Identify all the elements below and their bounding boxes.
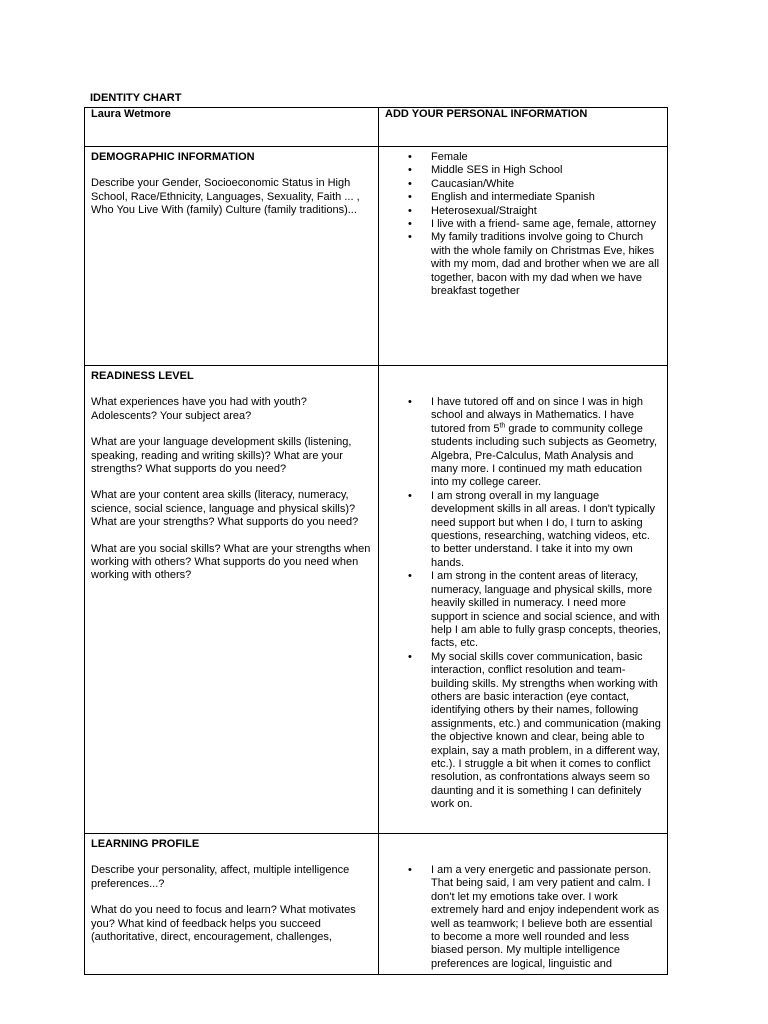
answer-text: My social skills cover communication, basic interaction, conflict resolution and team-building skills. My strengths when working with others are basic interaction (eye contact, identifying others by their names, following assignments, etc.) and communication (making the objective known and clear, being able to explain, say a math problem, in a different way, etc.). I struggle a bit when it comes to conflict resolution, as confrontations always seem so daunting and it is something I can definitely work on. — [431, 650, 661, 811]
learning-row — [85, 834, 668, 975]
document-title: IDENTITY CHART — [90, 92, 182, 104]
bullet-icon: • — [408, 164, 412, 177]
header-right-cell — [379, 108, 668, 147]
readiness-title: READINESS LEVEL — [91, 370, 194, 382]
demographic-answer-list — [379, 151, 661, 298]
list-item — [408, 489, 661, 570]
readiness-row — [85, 366, 668, 834]
answer-text: Middle SES in High School — [431, 164, 563, 177]
answer-text: Female — [431, 151, 468, 163]
readiness-answer-list — [379, 396, 661, 812]
demographic-question-cell — [85, 147, 379, 366]
learning-question-cell — [85, 834, 379, 975]
learning-answer-cell — [379, 834, 668, 975]
learning-title: LEARNING PROFILE — [91, 838, 200, 850]
column-heading: ADD YOUR PERSONAL INFORMATION — [385, 108, 588, 120]
answer-text: English and intermediate Spanish — [431, 191, 595, 204]
answer-text: I am strong in the content areas of literacy, numeracy, language and physical skills, more heavily skilled in numeracy. I need more support in science and social science, and with help I am able to fully grasp concepts, theories, facts, etc. — [431, 570, 661, 650]
answer-text: grade to community college students including such subjects as Geometry, Algebra, Pre-Calculus, Math Analysis and many more. I continued my math education into my college career. — [431, 422, 658, 489]
readiness-question: What are you social skills? What are your strengths when working with others? What supports do you need when working with others? — [91, 542, 371, 582]
list-item — [408, 218, 661, 231]
learning-answer-list — [379, 864, 661, 971]
list-item — [408, 231, 661, 298]
readiness-question: What are your content area skills (literacy, numeracy, science, social science, language and physical skills)? What are your strengths? What supports do you need? — [91, 489, 359, 529]
bullet-icon: • — [408, 396, 412, 408]
identity-chart-table — [84, 107, 668, 975]
demographic-row — [85, 147, 668, 366]
bullet-icon: • — [408, 864, 412, 876]
learning-question: Describe your personality, affect, multiple intelligence preferences...? — [91, 864, 350, 890]
readiness-question: What are your language development skills (listening, speaking, reading and writing skills)? What are your strengths? What supports do you need? — [91, 436, 352, 476]
learning-question: What do you need to focus and learn? What motivates you? What kind of feedback helps you succeed (authoritative, direct, encouragement, challenges, — [91, 904, 356, 944]
demographic-title: DEMOGRAPHIC INFORMATION — [91, 151, 255, 163]
bullet-icon: • — [408, 231, 412, 244]
list-item — [408, 177, 661, 191]
answer-text: Heterosexual/Straight — [431, 204, 537, 217]
bullet-icon: • — [408, 204, 412, 217]
demographic-answer-cell — [379, 147, 668, 366]
readiness-answer-cell — [379, 366, 668, 834]
bullet-icon: • — [408, 570, 412, 583]
list-item — [408, 864, 661, 971]
bullet-icon: • — [408, 151, 412, 163]
answer-text: My family traditions involve going to Church with the whole family on Christmas Eve, hikes with my mom, dad and brother when we are all together, bacon with my dad when we have breakfast together — [431, 231, 660, 298]
list-item — [408, 191, 661, 204]
list-item — [408, 204, 661, 218]
bullet-icon: • — [408, 650, 412, 663]
header-left-cell — [85, 108, 379, 147]
answer-text: I am a very energetic and passionate person. That being said, I am very patient and calm. I don't let my emotions take over. I work extremely hard and enjoy independent work as well as teamwork; I believe both are essential to become a more well rounded and less biased person. My multiple intelligence preferences are logical, linguistic and — [431, 864, 660, 970]
list-item — [408, 570, 661, 650]
bullet-icon: • — [408, 177, 412, 190]
ordinal-suffix: th — [499, 422, 506, 430]
author-name: Laura Wetmore — [91, 108, 171, 120]
list-item — [408, 164, 661, 177]
answer-text: I live with a friend- same age, female, attorney — [431, 218, 656, 231]
list-item — [408, 151, 661, 164]
list-item — [408, 650, 661, 812]
answer-text: I have tutored off and on since I was in high school and always in Mathematics. I have tutored from 5 — [431, 396, 643, 435]
bullet-icon: • — [408, 489, 412, 502]
answer-text: I am strong overall in my language development skills in all areas. I don't typically need support but when I do, I turn to asking questions, researching, watching videos, etc. to better understand. I take it into my own hands. — [431, 489, 656, 569]
readiness-question-cell — [85, 366, 379, 834]
demographic-question: Describe your Gender, Socioeconomic Status in High School, Race/Ethnicity, Languages, Sexuality, Faith ... , Who You Live With (family) Culture (family traditions)... — [91, 177, 360, 217]
list-item — [408, 396, 661, 490]
bullet-icon: • — [408, 191, 412, 204]
header-row — [85, 108, 668, 147]
bullet-icon: • — [408, 218, 412, 231]
readiness-question: What experiences have you had with youth? Adolescents? Your subject area? — [91, 396, 307, 422]
answer-text: Caucasian/White — [431, 177, 515, 190]
